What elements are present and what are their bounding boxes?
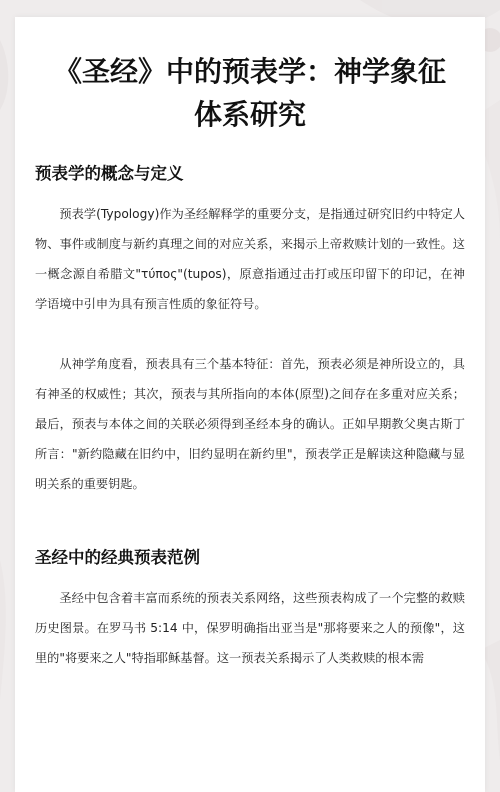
- paragraph: 从神学角度看，预表具有三个基本特征：首先，预表必须是神所设立的，具有神圣的权威性；其次，预表与其所指向的本体(原型)之间存在多重对应关系；最后，预表与本体之间的关联必须得到圣经本身的确认。正如早期教父奥古斯丁所言："新约隐藏在旧约中，旧约显明在新约里"，预表学正是解读这种隐藏与显明关系的重要钥匙。: [35, 357, 465, 491]
- document-page: [15, 17, 485, 792]
- section-heading-classic-examples: 圣经中的经典预表范例: [35, 548, 200, 567]
- page-title: 《圣经》中的预表学：神学象征体系研究: [53, 55, 446, 131]
- paragraph: 圣经中包含着丰富而系统的预表关系网络，这些预表构成了一个完整的救赎历史图景。在罗马书 5:14 中，保罗明确指出亚当是"那将要来之人的预像"，这里的"将要来之人"特指耶稣基督。这一预表关系揭示了人类救赎的根本需: [35, 591, 465, 665]
- paragraph: 预表学(Typology)作为圣经解释学的重要分支，是指通过研究旧约中特定人物、事件或制度与新约真理之间的对应关系，来揭示上帝救赎计划的一致性。这一概念源自希腊文"τύπος"(tupos)，原意指通过击打或压印留下的印记，在神学语境中引申为具有预言性质的象征符号。: [35, 207, 465, 311]
- section-heading-typology-definition: 预表学的概念与定义: [35, 164, 184, 183]
